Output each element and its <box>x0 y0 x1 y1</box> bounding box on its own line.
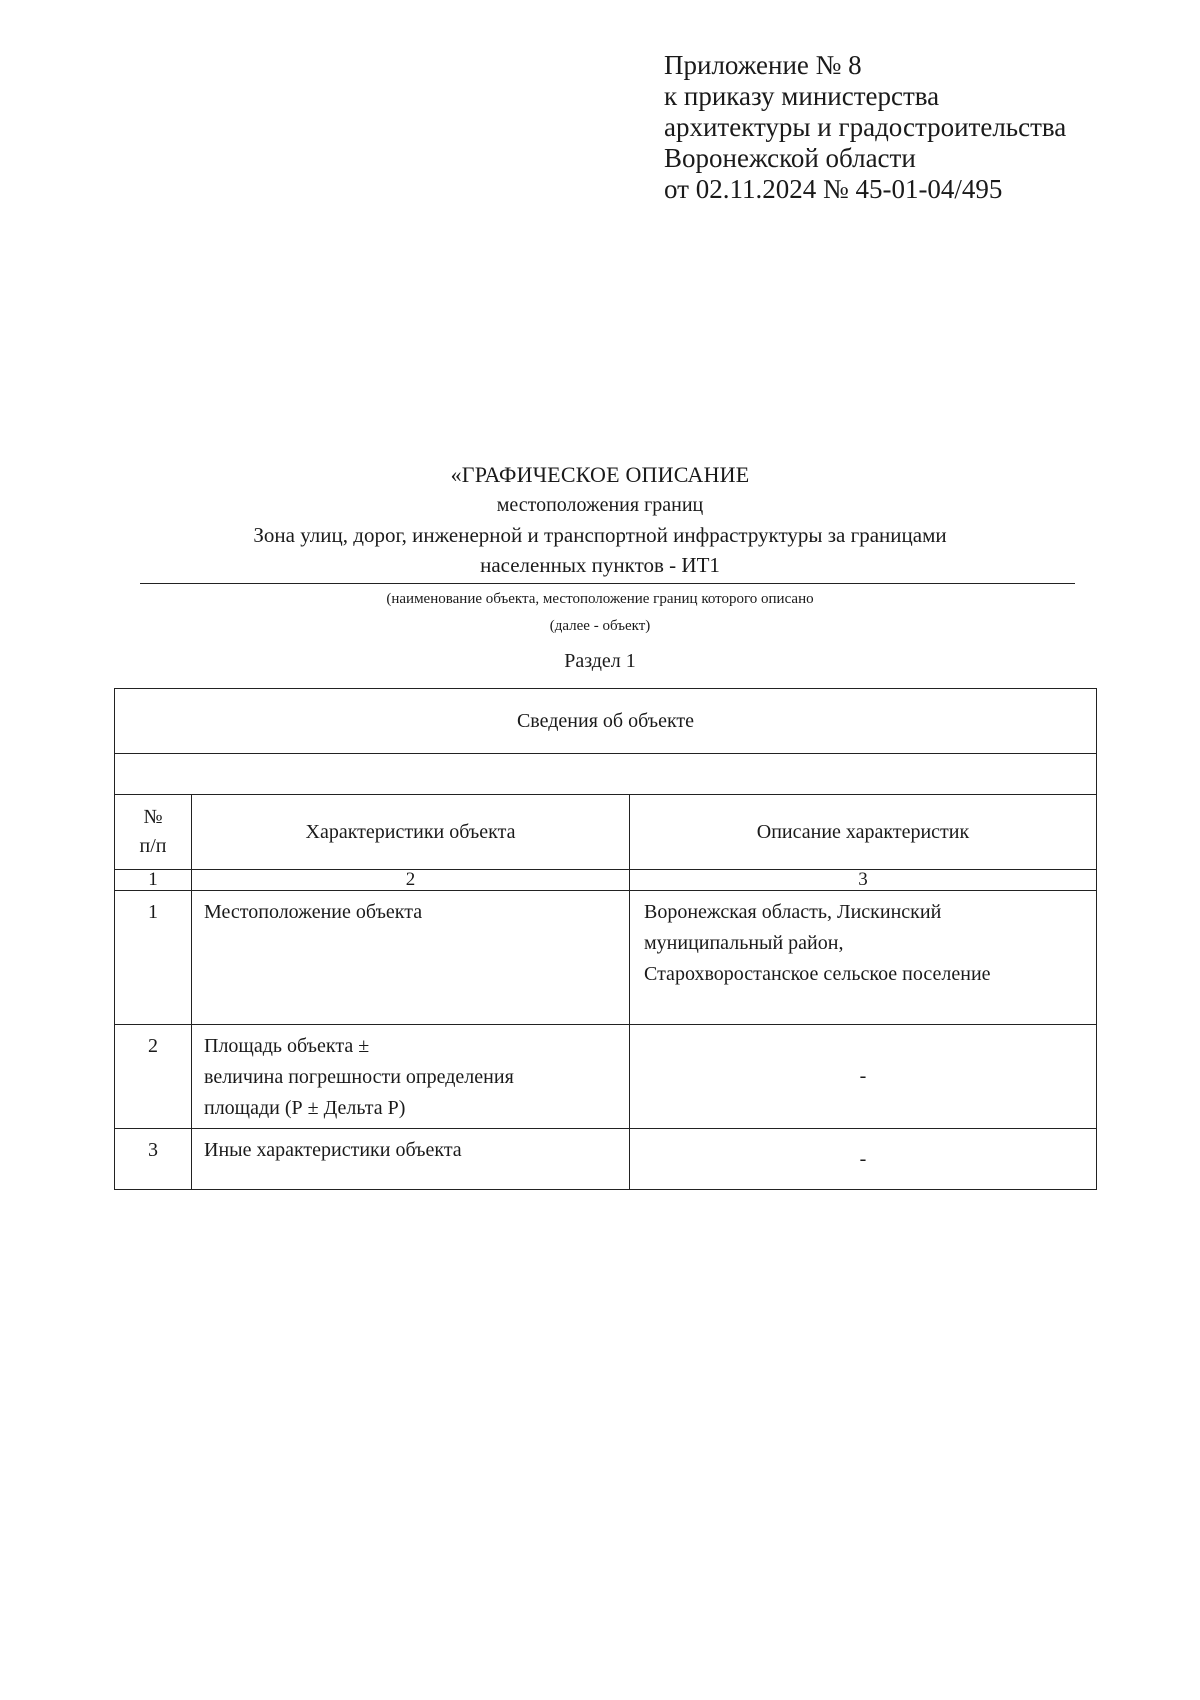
index-cell: 1 <box>115 870 192 891</box>
table-index-row <box>115 870 1097 891</box>
document-subtitle: местоположения границ <box>496 494 704 516</box>
caption-line1: (наименование объекта, местоположение границ которого описано <box>386 591 814 607</box>
index-cell: 3 <box>630 870 1097 891</box>
object-name-line2: населенных пунктов - ИТ1 <box>480 553 720 577</box>
section-label: Раздел 1 <box>564 650 636 672</box>
row-number: 3 <box>115 1129 192 1190</box>
row-characteristic <box>192 1025 630 1129</box>
object-name-caption <box>0 586 1200 640</box>
row-characteristic: Иные характеристики объекта <box>192 1129 630 1190</box>
document-title: «ГРАФИЧЕСКОЕ ОПИСАНИЕ <box>450 462 750 487</box>
row-description: - <box>630 1025 1097 1129</box>
table-blank-cell <box>115 754 1097 795</box>
index-cell: 2 <box>192 870 630 891</box>
appendix-line: Воронежской области <box>664 143 916 173</box>
table-heading: Сведения об объекте <box>115 689 1097 754</box>
row-characteristic-line: Площадь объекта ± <box>204 1035 370 1057</box>
table-row <box>115 891 1097 1025</box>
row-description-line: Старохворостанское сельское поселение <box>644 963 991 985</box>
appendix-line: архитектуры и градостроительства <box>664 112 1067 142</box>
object-name-underline <box>140 583 1075 584</box>
row-number: 1 <box>115 891 192 1025</box>
appendix-block <box>664 50 1164 205</box>
table-row <box>115 1129 1097 1190</box>
caption-line2: (далее - объект) <box>549 618 651 634</box>
column-header-number <box>115 795 192 870</box>
row-description <box>630 891 1097 1025</box>
column-header-description: Описание характеристик <box>630 795 1097 870</box>
table-row <box>115 1025 1097 1129</box>
row-description: - <box>630 1129 1097 1190</box>
appendix-line: Приложение № 8 <box>664 50 862 80</box>
row-description-line: муниципальный район, <box>644 932 844 954</box>
column-header-characteristics: Характеристики объекта <box>192 795 630 870</box>
column-header-number-line1: № <box>143 806 163 828</box>
appendix-line: от 02.11.2024 № 45-01-04/495 <box>664 174 1003 204</box>
appendix-line: к приказу министерства <box>664 81 940 111</box>
row-number: 2 <box>115 1025 192 1129</box>
row-characteristic: Местоположение объекта <box>192 891 630 1025</box>
row-characteristic-line: площади (Р ± Дельта Р) <box>204 1097 406 1119</box>
row-description-line: Воронежская область, Лискинский <box>644 901 942 923</box>
table-column-header-row <box>115 795 1097 870</box>
table-heading-row <box>115 689 1097 754</box>
object-info-table <box>114 688 1097 1190</box>
table-blank-row <box>115 754 1097 795</box>
row-characteristic-line: величина погрешности определения <box>204 1066 514 1088</box>
object-name-line1: Зона улиц, дорог, инженерной и транспортной инфраструктуры за границами <box>253 523 947 547</box>
column-header-number-line2: п/п <box>139 835 167 857</box>
document-title-block <box>0 460 1200 580</box>
